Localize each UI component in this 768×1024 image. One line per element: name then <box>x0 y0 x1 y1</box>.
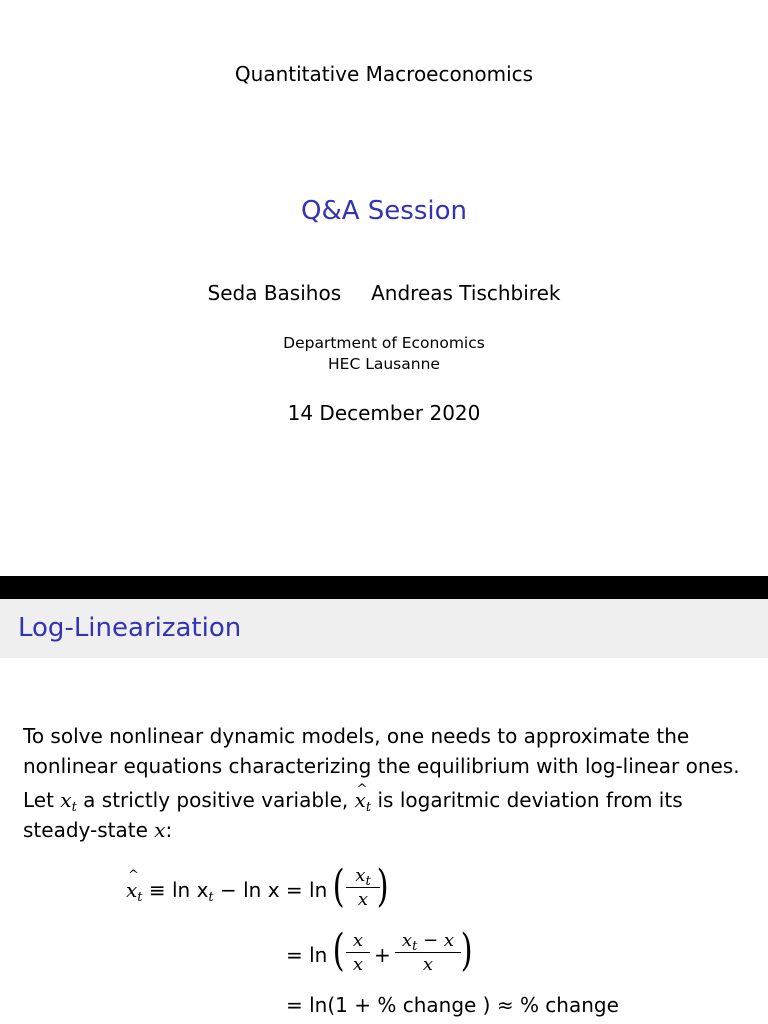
math-x: x <box>154 818 166 842</box>
math-xhat-t: $x_t$ ^ <box>355 785 372 815</box>
paragraph-intro: To solve nonlinear dynamic models, one needs to approximate the nonlinear equations characterizing the equilibrium with log-linear ones. <box>23 724 740 778</box>
paragraph-definition: Let $x_t$ a strictly positive variable, $x_t$ ^ is logaritmic deviation from its steady-state x: <box>23 785 753 845</box>
slide-divider <box>0 576 768 599</box>
equation-line-2: = ln <box>286 943 328 967</box>
plus-sign: + <box>374 943 391 967</box>
paren-left: ( <box>332 861 345 912</box>
course-name: Quantitative Macroeconomics <box>234 62 534 86</box>
content-slide <box>0 599 768 1024</box>
authors <box>0 281 768 305</box>
paren-right: ) <box>460 925 473 976</box>
equation-line-1: $x_t$ ^ ≡ $\ln x_t - \ln x = \ln$ <box>126 878 327 902</box>
math-xt: $x_t$ <box>60 788 77 815</box>
institution-department: Department of Economics <box>283 334 485 352</box>
institution-school: HEC Lausanne <box>328 355 440 373</box>
paren-right: ) <box>376 861 389 912</box>
fraction-xt-over-x: $\frac{x_t}{x}$ <box>346 865 380 910</box>
fraction-x-over-x: $\frac{x}{x}$ <box>346 930 370 975</box>
frame-title: Log-Linearization <box>18 613 242 643</box>
author-1: Seda Basihos <box>207 281 342 305</box>
presentation-date: 14 December 2020 <box>287 401 481 425</box>
equation-line-3: = ln(1 + % change ) ≈ % change <box>286 993 619 1017</box>
author-2: Andreas Tischbirek <box>371 281 561 305</box>
paren-left: ( <box>332 925 345 976</box>
presentation-title: Q&A Session <box>301 196 467 226</box>
fraction-diff-over-x: $\frac{x_t - x}{x}$ <box>395 930 461 975</box>
frame-title-bar <box>0 599 768 658</box>
